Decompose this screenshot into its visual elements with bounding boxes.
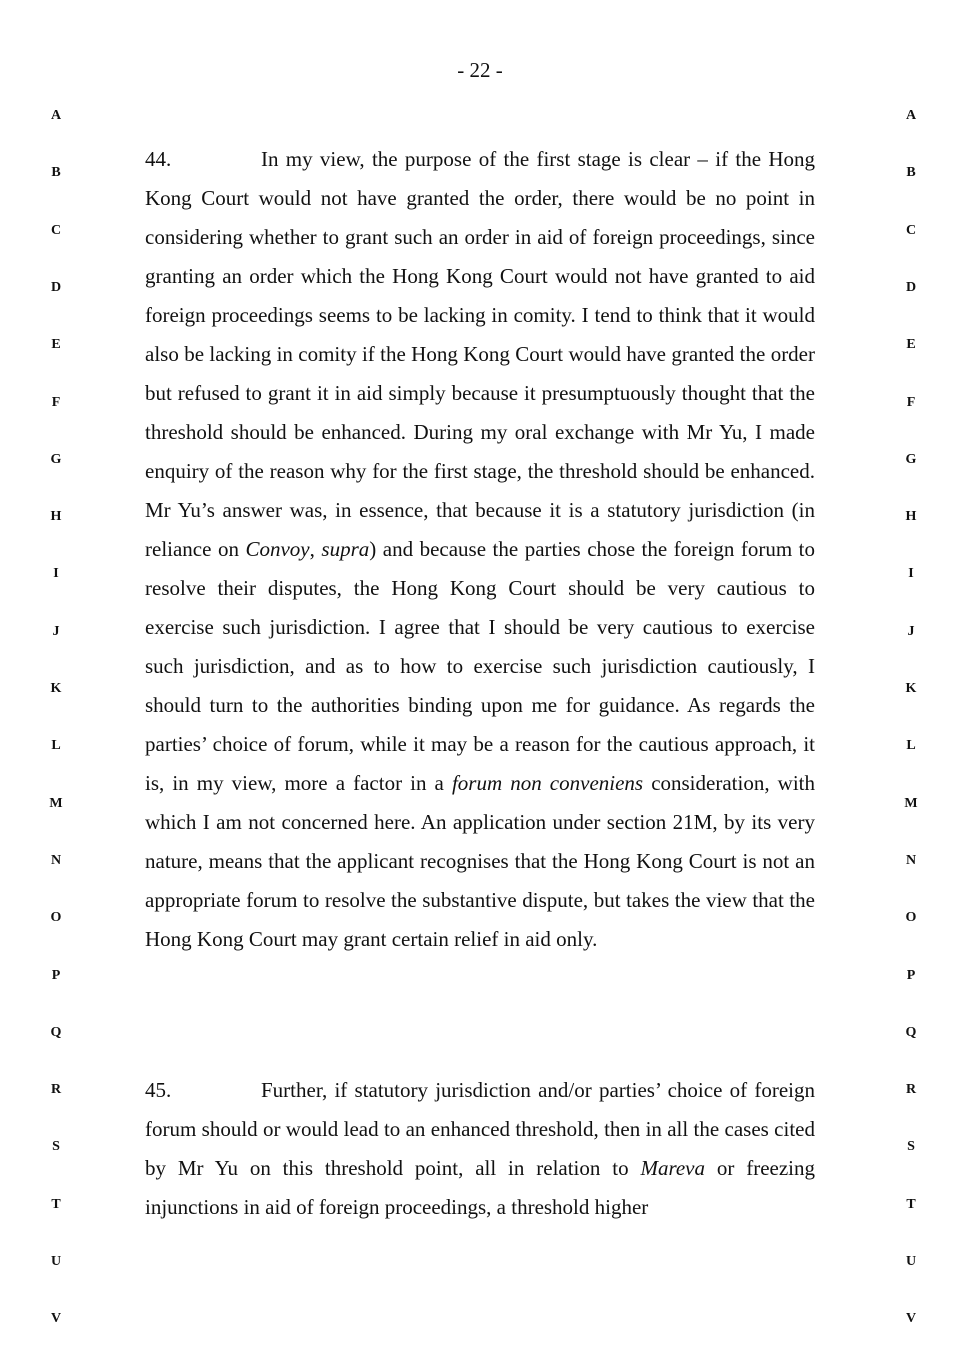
margin-letter-right: N <box>905 852 917 868</box>
margin-letter-left: Q <box>50 1024 62 1040</box>
margin-letter-right: M <box>904 795 918 811</box>
text-segment: consideration, with which I am not concerned here. An application under section 21M, by its very nature, means that the applicant recognises that the Hong Kong Court is not an appropriate forum to resolve the substantive dispute, but takes the view that the Hong Kong Court may grant certain relief in aid only. <box>145 771 815 951</box>
margin-letter-right: J <box>907 623 915 639</box>
margin-letter-left: D <box>50 279 62 295</box>
margin-letter-right: G <box>905 451 917 467</box>
margin-letter-left: P <box>51 967 61 983</box>
margin-letter-left: F <box>51 394 61 410</box>
margin-letter-left: U <box>50 1254 62 1269</box>
margin-letter-left: K <box>50 681 62 696</box>
margin-letter-left: B <box>51 165 61 181</box>
margin-letter-right: B <box>906 165 916 181</box>
margin-letter-left: I <box>53 566 59 582</box>
margin-letter-right: E <box>906 337 916 353</box>
margin-letter-left: V <box>50 1311 62 1327</box>
margin-letter-right: P <box>906 967 916 983</box>
latin-term-supra: supra <box>321 537 370 561</box>
margin-letter-left: E <box>51 337 61 353</box>
margin-letter-right: S <box>907 1139 915 1155</box>
margin-letter-left: T <box>51 1196 61 1212</box>
page-number: - 22 - <box>457 58 503 82</box>
margin-letter-right: K <box>905 681 917 696</box>
margin-letter-left: C <box>50 222 62 238</box>
margin-letter-left: H <box>50 509 62 525</box>
margin-letter-left: L <box>51 738 61 754</box>
latin-term-forum-non-conveniens: forum non conveniens <box>451 771 644 795</box>
text-segment: In my view, the purpose of the first stage is clear – if the Hong Kong Court would not have granted the order, there would be no point in considering whether to grant such an order in aid of foreign proceedings, since granting an order which the Hong Kong Court would not have granted to aid foreign proceedings seems to be lacking in comity. I tend to think that it would also be lacking in comity if the Hong Kong Court would have granted the order but refused to grant it in aid simply because it presumptuously thought that the threshold should be enhanced. During my oral exchange with Mr Yu, I made enquiry of the reason why for the first stage, the threshold should be enhanced. Mr Yu’s answer was, in essence, that because it is a statutory jurisdiction (in reliance on <box>145 147 815 561</box>
margin-letter-right: Q <box>905 1024 917 1040</box>
paragraph-text <box>145 147 815 951</box>
paragraph-45 <box>145 1071 815 1227</box>
margin-letter-right: L <box>906 738 916 754</box>
text-segment: ) and because the parties chose the foreign forum to resolve their disputes, the Hong Kong Court should be very cautious to exercise such jurisdiction. I agree that I should be very cautious to exercise such jurisdiction, and as to how to exercise such jurisdiction cautiously, I should turn to the authorities binding upon me for guidance. As regards the parties’ choice of forum, while it may be a reason for the cautious approach, it is, in my view, more a factor in a <box>145 537 815 795</box>
margin-letter-right: T <box>906 1196 916 1212</box>
paragraph-number: 44. <box>145 147 172 171</box>
margin-letter-right: A <box>905 108 917 123</box>
case-name-mareva: Mareva <box>640 1156 705 1180</box>
margin-letter-right: H <box>905 509 917 525</box>
margin-letter-left: R <box>50 1082 62 1098</box>
paragraph-44 <box>145 140 815 959</box>
margin-letter-left: N <box>50 852 62 868</box>
case-name-convoy: Convoy <box>245 537 310 561</box>
text-segment: Further, if statutory jurisdiction and/or parties’ choice of foreign forum should or would lead to an enhanced threshold, then in all the cases cited by Mr Yu on this threshold point, all in relation to <box>145 1078 815 1180</box>
text-segment: , <box>309 537 322 561</box>
margin-letter-right: R <box>905 1082 917 1098</box>
margin-letter-left: S <box>52 1139 60 1155</box>
margin-letter-right: C <box>905 222 917 238</box>
margin-letter-left: J <box>52 623 60 639</box>
paragraph-number: 45. <box>145 1078 172 1102</box>
margin-letter-left: O <box>50 910 62 926</box>
margin-letter-left: M <box>49 795 63 811</box>
margin-letter-right: D <box>905 279 917 295</box>
margin-letter-left: A <box>50 108 62 123</box>
margin-letter-right: O <box>905 910 917 926</box>
margin-letter-right: U <box>905 1254 917 1269</box>
margin-letter-right: V <box>905 1311 917 1327</box>
margin-letter-right: F <box>906 394 916 410</box>
margin-letter-right: I <box>908 566 914 582</box>
text-segment: or freezing injunctions in aid of foreign proceedings, a threshold higher <box>145 1156 816 1219</box>
margin-letter-left: G <box>50 451 62 467</box>
